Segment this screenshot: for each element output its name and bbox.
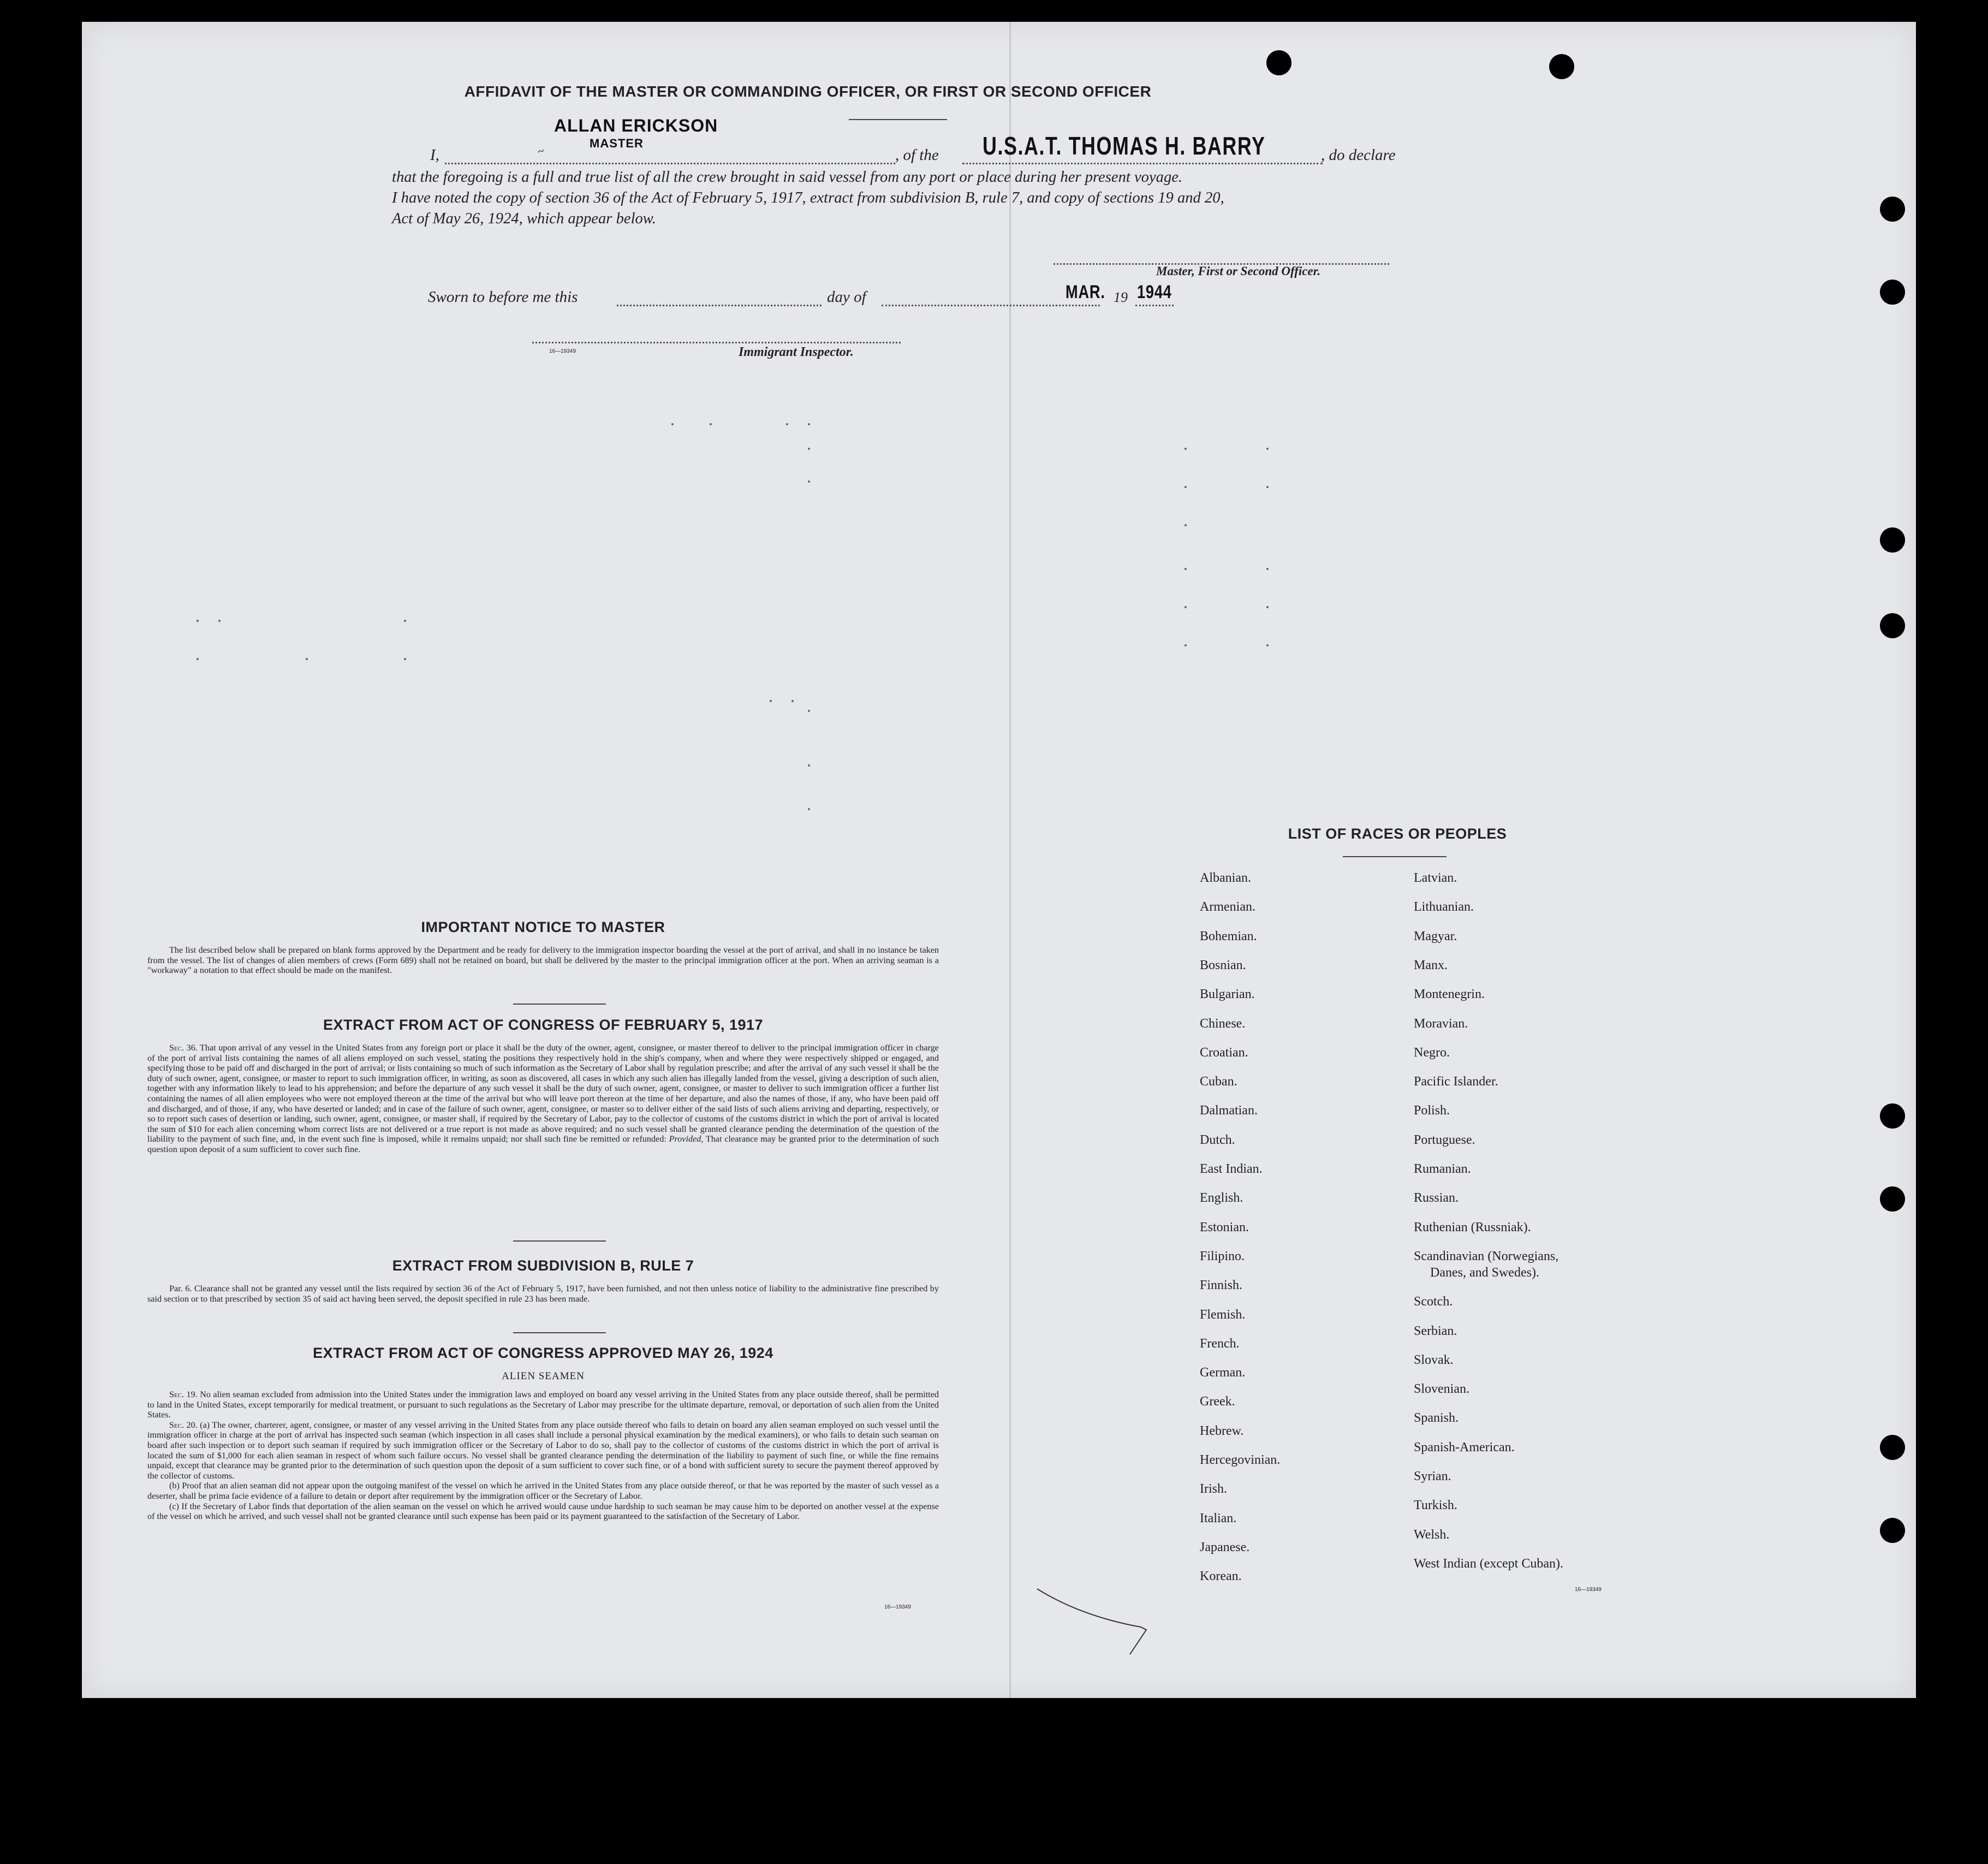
race-item: Korean. (1200, 1569, 1242, 1584)
race-item: Manx. (1414, 958, 1448, 972)
i-label: I, (430, 146, 439, 164)
race-item: West Indian (except Cuban). (1414, 1556, 1563, 1571)
race-item: East Indian. (1200, 1162, 1263, 1176)
declaration-text (392, 167, 1418, 229)
race-item: Filipino. (1200, 1249, 1245, 1263)
race-item: Moravian. (1414, 1016, 1468, 1031)
month-value: MAR. (1066, 282, 1105, 302)
sec-20c-paragraph: (c) If the Secretary of Labor finds that deportation of the alien seaman on the vessel on which he arrived would cause undue hardship to such seaman he may cause him to be deported on another vessel at the expense of the vessel on which he arrived, and such vessel shall not be granted clearance until such expense has been paid or its payment guaranteed to the satisfaction of the Secretary of Labor. (147, 1501, 939, 1522)
race-item: Scandinavian (Norwegians, (1414, 1249, 1559, 1263)
race-item: Croatian. (1200, 1045, 1248, 1060)
sec-36-label: Sec. 36. (169, 1043, 198, 1053)
bleed-through-mark (1420, 169, 1425, 194)
race-item: Albanian. (1200, 871, 1251, 885)
race-item: Welsh. (1414, 1527, 1450, 1542)
inspector-caption: Immigrant Inspector. (739, 345, 854, 359)
sec-36-text: That upon arrival of any vessel in the United States from any foreign port or place it shall be the duty of the owner, agent, consignee, or master thereof to deliver to the principal immigration officer in charge of the port of arrival lists containing the names of all aliens employed on such vessel, stating the positions they respectively hold in the ship's company, when and where they were respectively shipped or engaged, and specifying those to be paid off and discharged in the port of arrival; or lists containing so much of such information as the Secretary of Labor shall by regulation prescribe; and after the arrival of any such vessel it shall be the duty of such owner, agent, consignee, or master to report to such immigration officer, in writing, as soon as discovered, all cases in which any such alien has illegally landed from the vessel, giving a description of such alien, together with any information likely to lead to his apprehension; and before the departure of any such vessel it shall be the duty of such owner, agent, consignee, or master to deliver to such immigration officer a further list containing the names of all alien employees who were not employed thereon at the time of the arrival but who will leave port thereon at the time of her departure, and also the names of those, if any, who have been paid off and discharged, and of those, if any, who have deserted or landed; and in case of the failure of such owner, agent, consignee, or master so to deliver either of the said lists of such aliens arriving and departing, respectively, or so to report such cases of desertion or landing, such owner, agent, consignee, or master shall, if required by the Secretary of Labor, pay to the collector of customs of the customs district in which the port of arrival is located the sum of $10 for each alien concerning whom correct lists are not delivered or a true report is not made as above required; and no such vessel shall be granted clearance pending the determination of the question of the liability to the payment of such fine, and, in the event such fine is imposed, while it remains unpaid; nor shall such fine be remitted or refunded: (147, 1043, 939, 1144)
punch-hole (1549, 54, 1574, 79)
races-rule (1343, 856, 1447, 857)
provided-label: Provided, (669, 1134, 704, 1144)
race-item: Hercegovinian. (1200, 1453, 1281, 1467)
sec-20-label: Sec. 20. (169, 1420, 198, 1430)
speck (1266, 568, 1269, 570)
sec-19-text: No alien seaman excluded from admission into the United States under the immigration laws and employed on board any vessel arriving in the United States from any place outside thereof, shall be permitted to land in the United States, except temporarily for medical treatment, or pursuant to such regulations as the Secretary of Labor may prescribe for the ultimate departure, removal, or deportation of such alien from the United States. (147, 1390, 939, 1420)
extract-rule7-rule (513, 1332, 606, 1333)
sec-20a-paragraph (147, 1420, 939, 1481)
speck (1266, 606, 1269, 608)
extract-1924-title: EXTRACT FROM ACT OF CONGRESS APPROVED MAY 26, 1924 (313, 1345, 773, 1361)
extract-rule7-title: EXTRACT FROM SUBDIVISION B, RULE 7 (392, 1257, 694, 1274)
punch-hole (1266, 50, 1291, 75)
punch-hole (1880, 280, 1905, 305)
extract-1924-body (147, 1390, 939, 1522)
form-number-top: 16—19349 (549, 348, 576, 354)
race-item: Hebrew. (1200, 1423, 1244, 1438)
check-mark: ~ (536, 143, 546, 159)
speck (1266, 448, 1269, 450)
race-item: Serbian. (1414, 1323, 1457, 1338)
speck (791, 700, 794, 702)
speck (1185, 606, 1187, 608)
race-item: Finnish. (1200, 1278, 1243, 1293)
of-the-label: , of the (895, 146, 939, 164)
form-number-left: 16—19349 (884, 1604, 911, 1610)
race-item: Bosnian. (1200, 958, 1246, 972)
month-dotline (882, 305, 1100, 306)
speck (808, 423, 810, 425)
declaration-line-1: that the foregoing is a full and true list of all the crew brought in said vessel from any port or place during her present voyage. (392, 169, 1183, 186)
race-item: Negro. (1414, 1045, 1450, 1060)
sec-20a-text: (a) The owner, charterer, agent, consignee, or master of any vessel arriving in the United States from any place outside thereof who fails to detain on board any alien seaman employed on such vessel until the immigration officer in charge at the port of arrival has inspected such seaman (which inspection in all cases shall include a personal physical examination by the medical examiners), or who fails to detain such seaman on board after such inspection or to deport such seaman if required by such immigration officer or the Secretary of Labor to do so, shall pay to the collector of customs of the customs district in which the port of arrival is located the sum of $1,000 for each alien seaman in respect of whom such failure occurs. No vessel shall be granted clearance pending the determination of the liability to payment of such fine, or while the fine remains unpaid, except that clearance may be granted prior to the determination of such question upon the deposit of a sum sufficient to cover such fine, or of a bond with sufficient surety to secure the payment thereof approved by the collector of customs. (147, 1420, 939, 1481)
race-item: Magyar. (1414, 929, 1457, 943)
speck (808, 764, 810, 767)
races-title: LIST OF RACES OR PEOPLES (1288, 826, 1507, 842)
speck (1185, 448, 1187, 450)
extract-1917-title: EXTRACT FROM ACT OF CONGRESS OF FEBRUARY 5, 1917 (323, 1017, 764, 1033)
race-item: Montenegrin. (1414, 987, 1485, 1002)
sec-20b-paragraph: (b) Proof that an alien seaman did not appear upon the outgoing manifest of the vessel on which he arrived in the United States from any place outside thereof, or that he was reported by the master of such vessel as a deserter, shall be prima facie evidence of a failure to detain or deport after requirement by the immigration officer or the Secretary of Labor. (147, 1481, 939, 1501)
name-dotline (445, 163, 895, 164)
speck (218, 620, 221, 622)
year-dotline (1135, 305, 1174, 306)
race-item: German. (1200, 1366, 1246, 1380)
race-item: Ruthenian (Russniak). (1414, 1220, 1531, 1234)
year-prefix: 19 (1114, 289, 1128, 305)
extract-1917-body (147, 1043, 939, 1155)
race-item: Armenian. (1200, 900, 1255, 915)
punch-hole (1880, 1518, 1905, 1543)
speck (197, 658, 199, 660)
race-item: Dutch. (1200, 1132, 1235, 1147)
race-item: Cuban. (1200, 1075, 1237, 1089)
speck (404, 620, 406, 622)
notice-body: The list described below shall be prepared on blank forms approved by the Department and be ready for delivery to the immigration inspector boarding the vessel at the port of arrival, and shall in no instance be taken from the vessel. The list of changes of alien members of crews (Form 689) shall not be retained on board, but shall be delivered by the master to the principal immigration officer at the port. When an arriving seaman is a "workaway" a notation to that effect should be made on the manifest. (147, 945, 939, 976)
speck (786, 423, 788, 425)
race-item: Greek. (1200, 1394, 1235, 1409)
race-item: Polish. (1414, 1103, 1450, 1118)
form-number-right: 16—19349 (1575, 1587, 1602, 1593)
speck (710, 423, 712, 425)
extract-1917-rule (513, 1240, 606, 1242)
race-item: Chinese. (1200, 1016, 1246, 1031)
race-item: Rumanian. (1414, 1162, 1471, 1176)
race-item: Flemish. (1200, 1307, 1246, 1322)
speck (808, 448, 810, 450)
race-item: Irish. (1200, 1482, 1227, 1497)
punch-hole (1880, 1435, 1905, 1460)
day-of-label: day of (827, 288, 866, 306)
signature-caption: Master, First or Second Officer. (1156, 264, 1321, 278)
punch-hole (1880, 527, 1905, 553)
speck (306, 658, 308, 660)
speck (197, 620, 199, 622)
race-item: Latvian. (1414, 871, 1457, 885)
race-item: French. (1200, 1336, 1240, 1351)
notice-title: IMPORTANT NOTICE TO MASTER (421, 919, 665, 935)
race-item: Spanish-American. (1414, 1440, 1515, 1455)
punch-hole (1880, 1186, 1905, 1212)
race-item: Estonian. (1200, 1220, 1249, 1234)
speck (1185, 568, 1187, 570)
race-item: Scotch. (1414, 1295, 1453, 1309)
notice-rule (513, 1004, 606, 1005)
inspector-line (532, 342, 901, 343)
sec-19-label: Sec. 19. (169, 1390, 198, 1399)
master-role: MASTER (590, 136, 644, 150)
speck (404, 658, 406, 660)
race-item: Syrian. (1414, 1469, 1451, 1483)
speck (1185, 524, 1187, 526)
speck (808, 480, 810, 483)
punch-hole (1880, 197, 1905, 222)
extract-1924-subtitle: ALIEN SEAMEN (502, 1370, 585, 1382)
speck (1185, 486, 1187, 488)
year-value: 1944 (1137, 282, 1172, 302)
punch-hole (1880, 1103, 1905, 1129)
do-declare-label: , do declare (1321, 146, 1396, 164)
race-item: Lithuanian. (1414, 900, 1474, 915)
speck (1185, 644, 1187, 646)
race-item: Slovak. (1414, 1352, 1454, 1367)
vessel-name: U.S.A.T. THOMAS H. BARRY (983, 132, 1266, 160)
race-item: Slovenian. (1414, 1382, 1469, 1397)
race-item: Russian. (1414, 1191, 1459, 1206)
extract-rule7-body: Par. 6. Clearance shall not be granted any vessel until the lists required by section 36 of the Act of February 5, 1917, have been furnished, and not then unless notice of liability to the administrative fine prescribed by said section or to that prescribed by section 35 of said act having been served, the deposit specified in rule 23 has been made. (147, 1284, 939, 1304)
race-item: Turkish. (1414, 1498, 1457, 1513)
provided-text: That clearance may be granted prior to the determination of such question upon deposit of a sum sufficient to cover such fine. (147, 1134, 939, 1154)
race-item: English. (1200, 1191, 1243, 1206)
race-item: Bohemian. (1200, 929, 1257, 943)
race-item: Spanish. (1414, 1411, 1459, 1426)
speck (1266, 644, 1269, 646)
affidavit-title: AFFIDAVIT OF THE MASTER OR COMMANDING OFFICER, OR FIRST OR SECOND OFFICER (464, 83, 1152, 100)
race-item: Danes, and Swedes). (1430, 1265, 1539, 1280)
speck (808, 808, 810, 810)
vessel-dotline (962, 163, 1323, 164)
punch-hole (1880, 613, 1905, 638)
race-item: Italian. (1200, 1511, 1237, 1525)
declaration-line-3: Act of May 26, 1924, which appear below. (392, 210, 656, 227)
speck (808, 710, 810, 712)
race-item: Dalmatian. (1200, 1103, 1258, 1118)
sworn-label: Sworn to before me this (428, 288, 578, 306)
speck (1266, 486, 1269, 488)
race-item: Portuguese. (1414, 1132, 1475, 1147)
title-rule (849, 119, 947, 120)
declaration-line-2: I have noted the copy of section 36 of the Act of February 5, 1917, extract from subdivision B, rule 7, and copy of sections 19 and 20, (392, 189, 1224, 206)
sec-19-paragraph (147, 1390, 939, 1420)
speck (770, 700, 772, 702)
pen-stroke (1032, 1583, 1163, 1660)
race-item: Pacific Islander. (1414, 1075, 1498, 1089)
page-fold (1009, 22, 1011, 1698)
race-item: Japanese. (1200, 1540, 1250, 1554)
master-name: ALLAN ERICKSON (554, 116, 718, 135)
sworn-day-dotline (617, 305, 822, 306)
race-item: Bulgarian. (1200, 987, 1255, 1002)
speck (671, 423, 674, 425)
